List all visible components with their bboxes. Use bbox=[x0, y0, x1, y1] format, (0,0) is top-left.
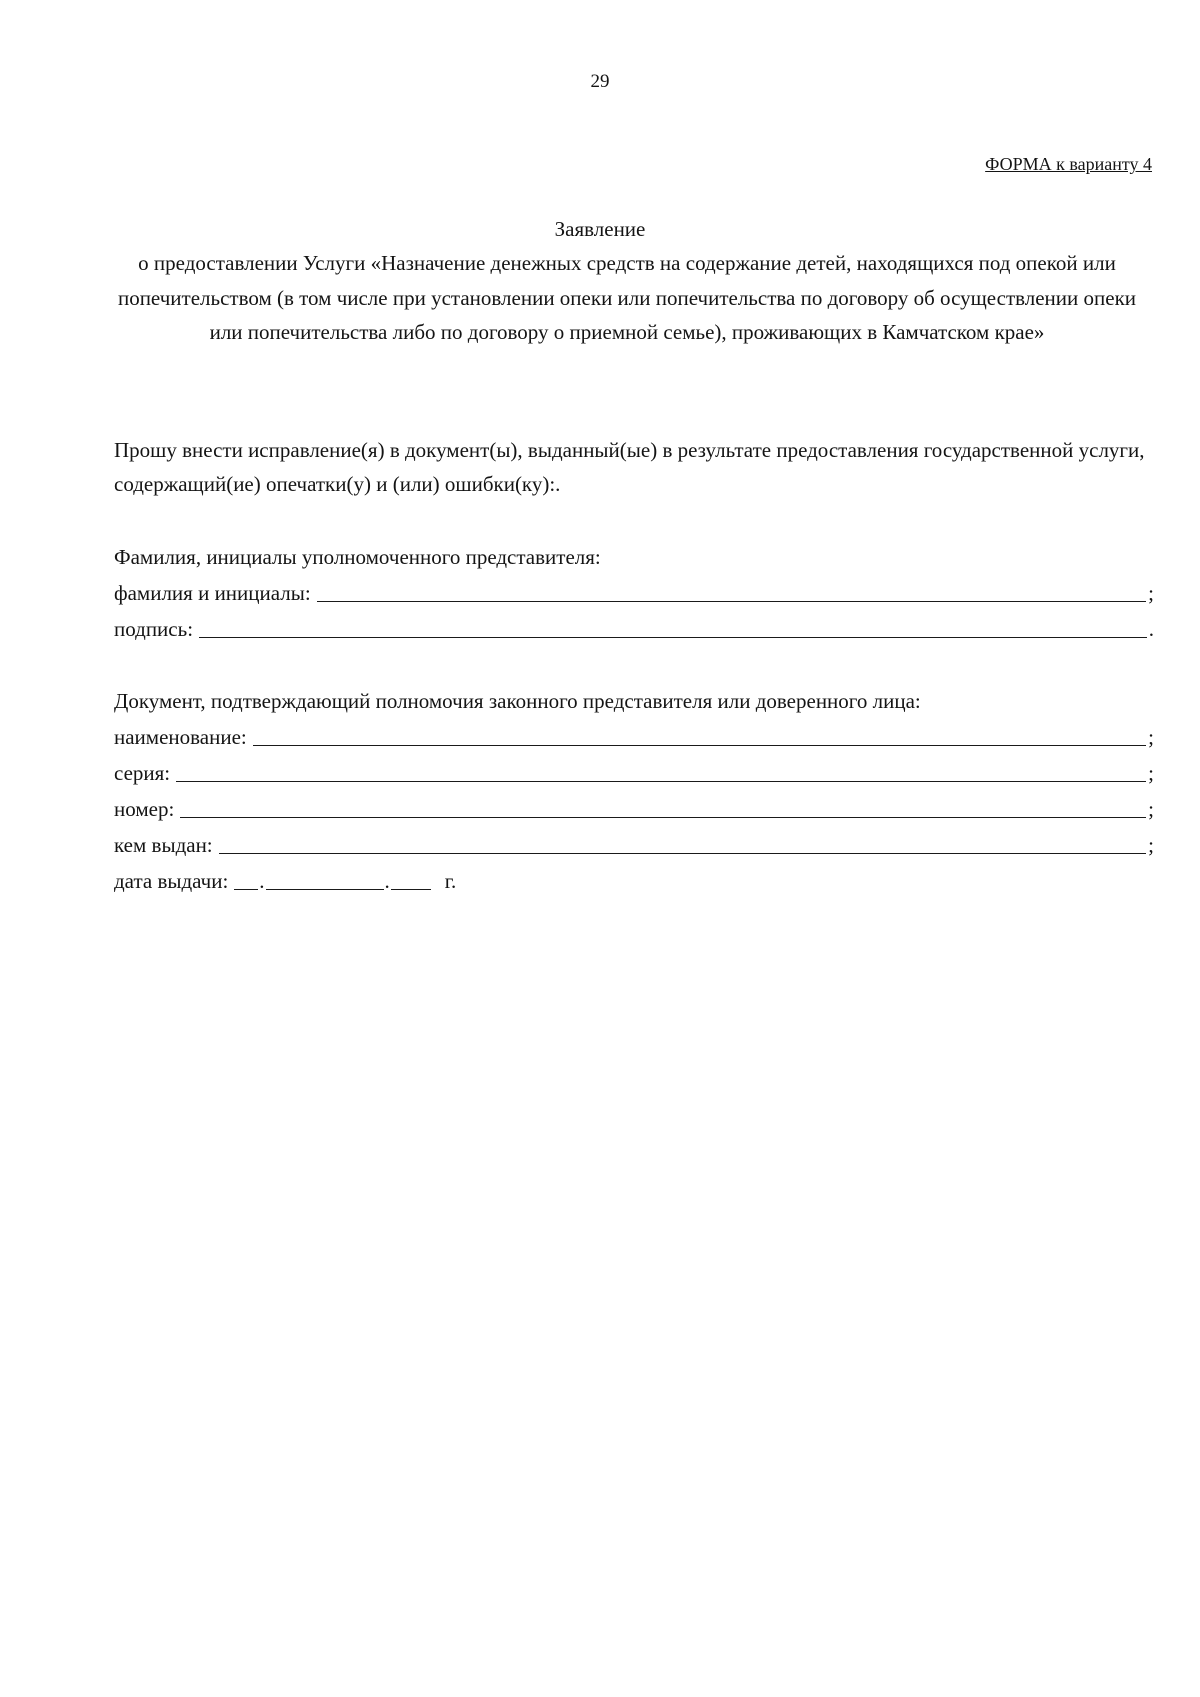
representative-signature-field[interactable] bbox=[114, 612, 1154, 646]
document-name-blank[interactable] bbox=[253, 719, 1146, 746]
year-suffix: г. bbox=[444, 869, 457, 893]
representative-name-label: фамилия и инициалы: bbox=[114, 581, 311, 605]
document-number-blank[interactable] bbox=[180, 791, 1146, 818]
issue-date-day-blank[interactable] bbox=[234, 863, 258, 890]
document-name-field[interactable] bbox=[114, 720, 1154, 754]
date-separator: . bbox=[259, 869, 265, 893]
issue-date-year-blank[interactable] bbox=[391, 863, 431, 890]
representative-name-blank[interactable] bbox=[317, 575, 1146, 602]
date-separator: . bbox=[384, 869, 390, 893]
field-terminator: ; bbox=[1148, 761, 1154, 785]
representative-signature-blank[interactable] bbox=[199, 611, 1147, 638]
document-issuer-label: кем выдан: bbox=[114, 833, 213, 857]
issue-date-label: дата выдачи: bbox=[114, 869, 229, 893]
field-terminator: ; bbox=[1148, 833, 1154, 857]
representative-name-field[interactable] bbox=[114, 576, 1154, 610]
page-number: 29 bbox=[590, 71, 610, 92]
document-series-field[interactable] bbox=[114, 756, 1154, 790]
document-series-label: серия: bbox=[114, 761, 171, 785]
document-number-label: номер: bbox=[114, 797, 175, 821]
field-terminator: . bbox=[1148, 617, 1154, 641]
issue-date-month-blank[interactable] bbox=[266, 863, 384, 890]
field-terminator: ; bbox=[1148, 725, 1154, 749]
request-paragraph: Прошу внести исправление(я) в документ(ы), выданный(ые) в результате предоставления государственной услуги, содержащий(ие) опечатки(у) и (или) ошибки(ку):. bbox=[114, 438, 1145, 496]
form-label: ФОРМА к варианту 4 bbox=[985, 154, 1152, 174]
field-terminator: ; bbox=[1148, 581, 1154, 605]
document-subtitle: о предоставлении Услуги «Назначение денежных средств на содержание детей, находящихся под опекой или попечительством (в том числе при установлении опеки или попечительства по договору об осуществлении опеки или попечительства либо по договору о приемной семье), проживающих в Камчатском крае» bbox=[117, 251, 1137, 344]
document-name-label: наименование: bbox=[114, 725, 247, 749]
representative-signature-label: подпись: bbox=[114, 617, 194, 641]
representative-heading: Фамилия, инициалы уполномоченного представителя: bbox=[114, 545, 601, 569]
document-title: Заявление bbox=[554, 217, 646, 241]
document-issuer-field[interactable] bbox=[114, 828, 1154, 862]
document-number-field[interactable] bbox=[114, 792, 1154, 826]
field-terminator: ; bbox=[1148, 797, 1154, 821]
document-issuer-blank[interactable] bbox=[219, 827, 1147, 854]
issue-date-field[interactable] bbox=[114, 864, 456, 898]
document-series-blank[interactable] bbox=[176, 755, 1146, 782]
authority-document-heading: Документ, подтверждающий полномочия законного представителя или доверенного лица: bbox=[114, 689, 921, 713]
